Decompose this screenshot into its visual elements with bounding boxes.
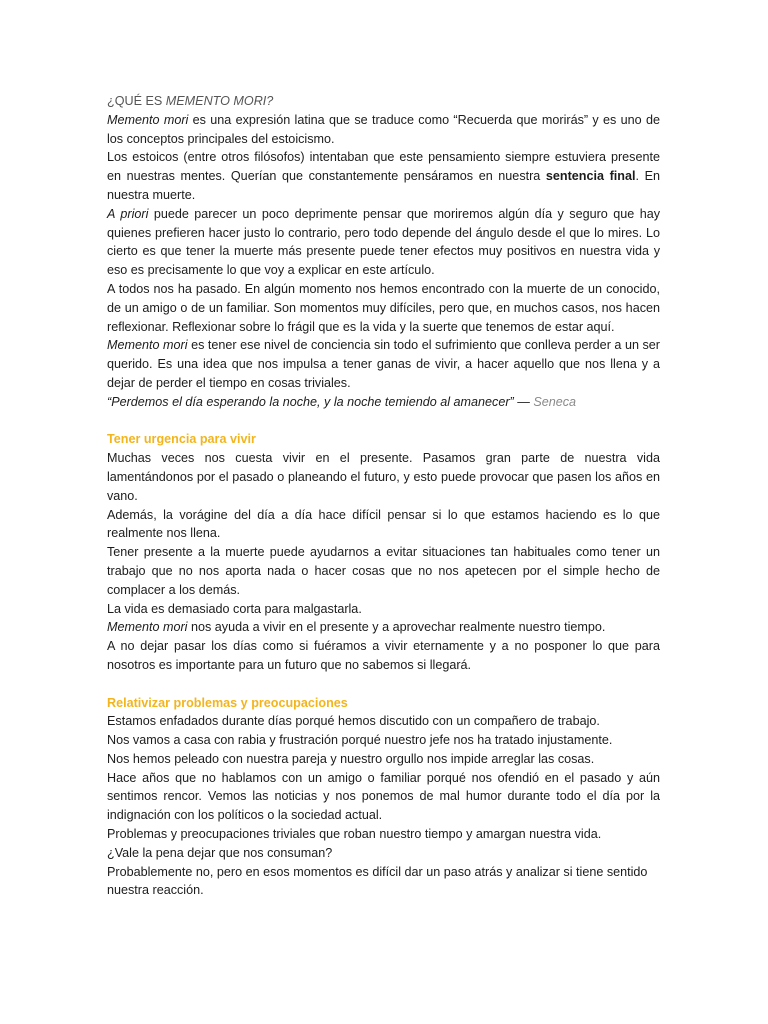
intro-p2-bold: sentencia final	[545, 169, 636, 184]
section2-paragraph-4: Hace años que no hablamos con un amigo o familiar porqué nos ofendió en el pasado y aún sentimos rencor. Vemos las noticias y nos ponemos de mal humor durante todo el día por la indignación con los políticos o la sociedad actual.	[107, 770, 660, 823]
section2-paragraph-2: Nos vamos a casa con rabia y frustración porqué nuestro jefe nos ha tratado injustamente.	[107, 733, 613, 748]
intro-paragraph-4: A todos nos ha pasado. En algún momento nos hemos encontrado con la muerte de un conocido, de un amigo o de un familiar. Son momentos muy difíciles, pero que, en muchos casos, nos hacen reflexionar. Reflexionar sobre lo frágil que es la vida y la suerte que tenemos de estar aquí.	[107, 281, 660, 334]
document-page	[107, 92, 660, 900]
quote-dash: —	[513, 394, 534, 409]
section2-paragraph-6: ¿Vale la pena dejar que nos consuman?	[107, 845, 333, 860]
section-heading-urgency: Tener urgencia para vivir	[107, 432, 256, 447]
section1-paragraph-3: Tener presente a la muerte puede ayudarnos a evitar situaciones tan habituales como tener un trabajo que no nos aporta nada o hacer cosas que no nos apetecen por el simple hecho de complacer a los demás.	[107, 545, 660, 597]
intro-p3-italic: A priori	[107, 206, 149, 221]
section1-paragraph-6: A no dejar pasar los días como si fuéramos a vivir eternamente y a no posponer lo que para nosotros es importante para un futuro que no sabemos si llegará.	[107, 639, 660, 672]
section-heading-problems: Relativizar problemas y preocupaciones	[107, 695, 348, 710]
section2-paragraph-5: Problemas y preocupaciones triviales que roban nuestro tiempo y amargan nuestra vida.	[107, 827, 602, 842]
title-prefix: ¿QUÉ ES	[107, 94, 166, 108]
section2-paragraph-7: Probablemente no, pero en esos momentos es difícil dar un paso atrás y analizar si tiene sentido nuestra reacción.	[107, 864, 648, 898]
section2-paragraph-3: Nos hemos peleado con nuestra pareja y nuestro orgullo nos impide arreglar las cosas.	[107, 751, 595, 766]
intro-p5-italic: Memento mori	[107, 338, 188, 353]
section1-paragraph-2: Además, la vorágine del día a día hace difícil pensar si lo que estamos haciendo es lo que realmente nos llena.	[107, 507, 660, 541]
title-italic: MEMENTO MORI?	[165, 94, 274, 108]
quote-text: “Perdemos el día esperando la noche, y la noche temiendo al amanecer”	[107, 394, 514, 409]
intro-term: Memento mori	[107, 112, 189, 127]
section1-paragraph-5	[107, 618, 660, 637]
intro-p1-text: es una expresión latina que se traduce como “Recuerda que morirás” y es uno de los conceptos principales del estoicismo.	[107, 112, 660, 146]
section2-paragraph-1: Estamos enfadados durante días porqué hemos discutido con un compañero de trabajo.	[107, 714, 600, 729]
intro-paragraph-1	[107, 111, 660, 149]
quote-author: Seneca	[533, 394, 577, 409]
intro-p2-text: Los estoicos (entre otros filósofos) intentaban que este pensamiento siempre estuviera presente en nuestras mentes. Querían que constantemente pensáramos en nuestra	[107, 150, 660, 184]
intro-p3-text: puede parecer un poco deprimente pensar que moriremos algún día y seguro que hay quienes prefieren hacer justo lo contrario, pero todo depende del ángulo desde el que lo mires. Lo cierto es que tener la muerte más presente puede tener efectos muy positivos en nuestra vida y eso es precisamente lo que voy a explicar en este artículo.	[107, 206, 660, 278]
intro-p2-end: . En nuestra muerte.	[107, 169, 660, 202]
intro-paragraph-5	[107, 336, 660, 392]
section1-paragraph-1: Muchas veces nos cuesta vivir en el presente. Pasamos gran parte de nuestra vida lamentándonos por el pasado o planeando el futuro, y esto puede provocar que pasen los años en vano.	[107, 451, 660, 503]
section1-p5-text: nos ayuda a vivir en el presente y a aprovechar realmente nuestro tiempo.	[187, 620, 606, 635]
section1-p5-italic: Memento mori	[107, 620, 188, 635]
intro-p5-text: es tener ese nivel de conciencia sin todo el sufrimiento que conlleva perder a un ser querido. Es una idea que nos impulsa a tener ganas de vivir, a hacer aquello que nos llena y a dejar de perder el tiempo en cosas triviales.	[107, 338, 661, 390]
document-title	[107, 92, 660, 111]
section1-paragraph-4: La vida es demasiado corta para malgastarla.	[107, 601, 362, 616]
intro-paragraph-3	[107, 205, 660, 280]
intro-paragraph-2	[107, 148, 660, 204]
quote	[107, 393, 660, 412]
